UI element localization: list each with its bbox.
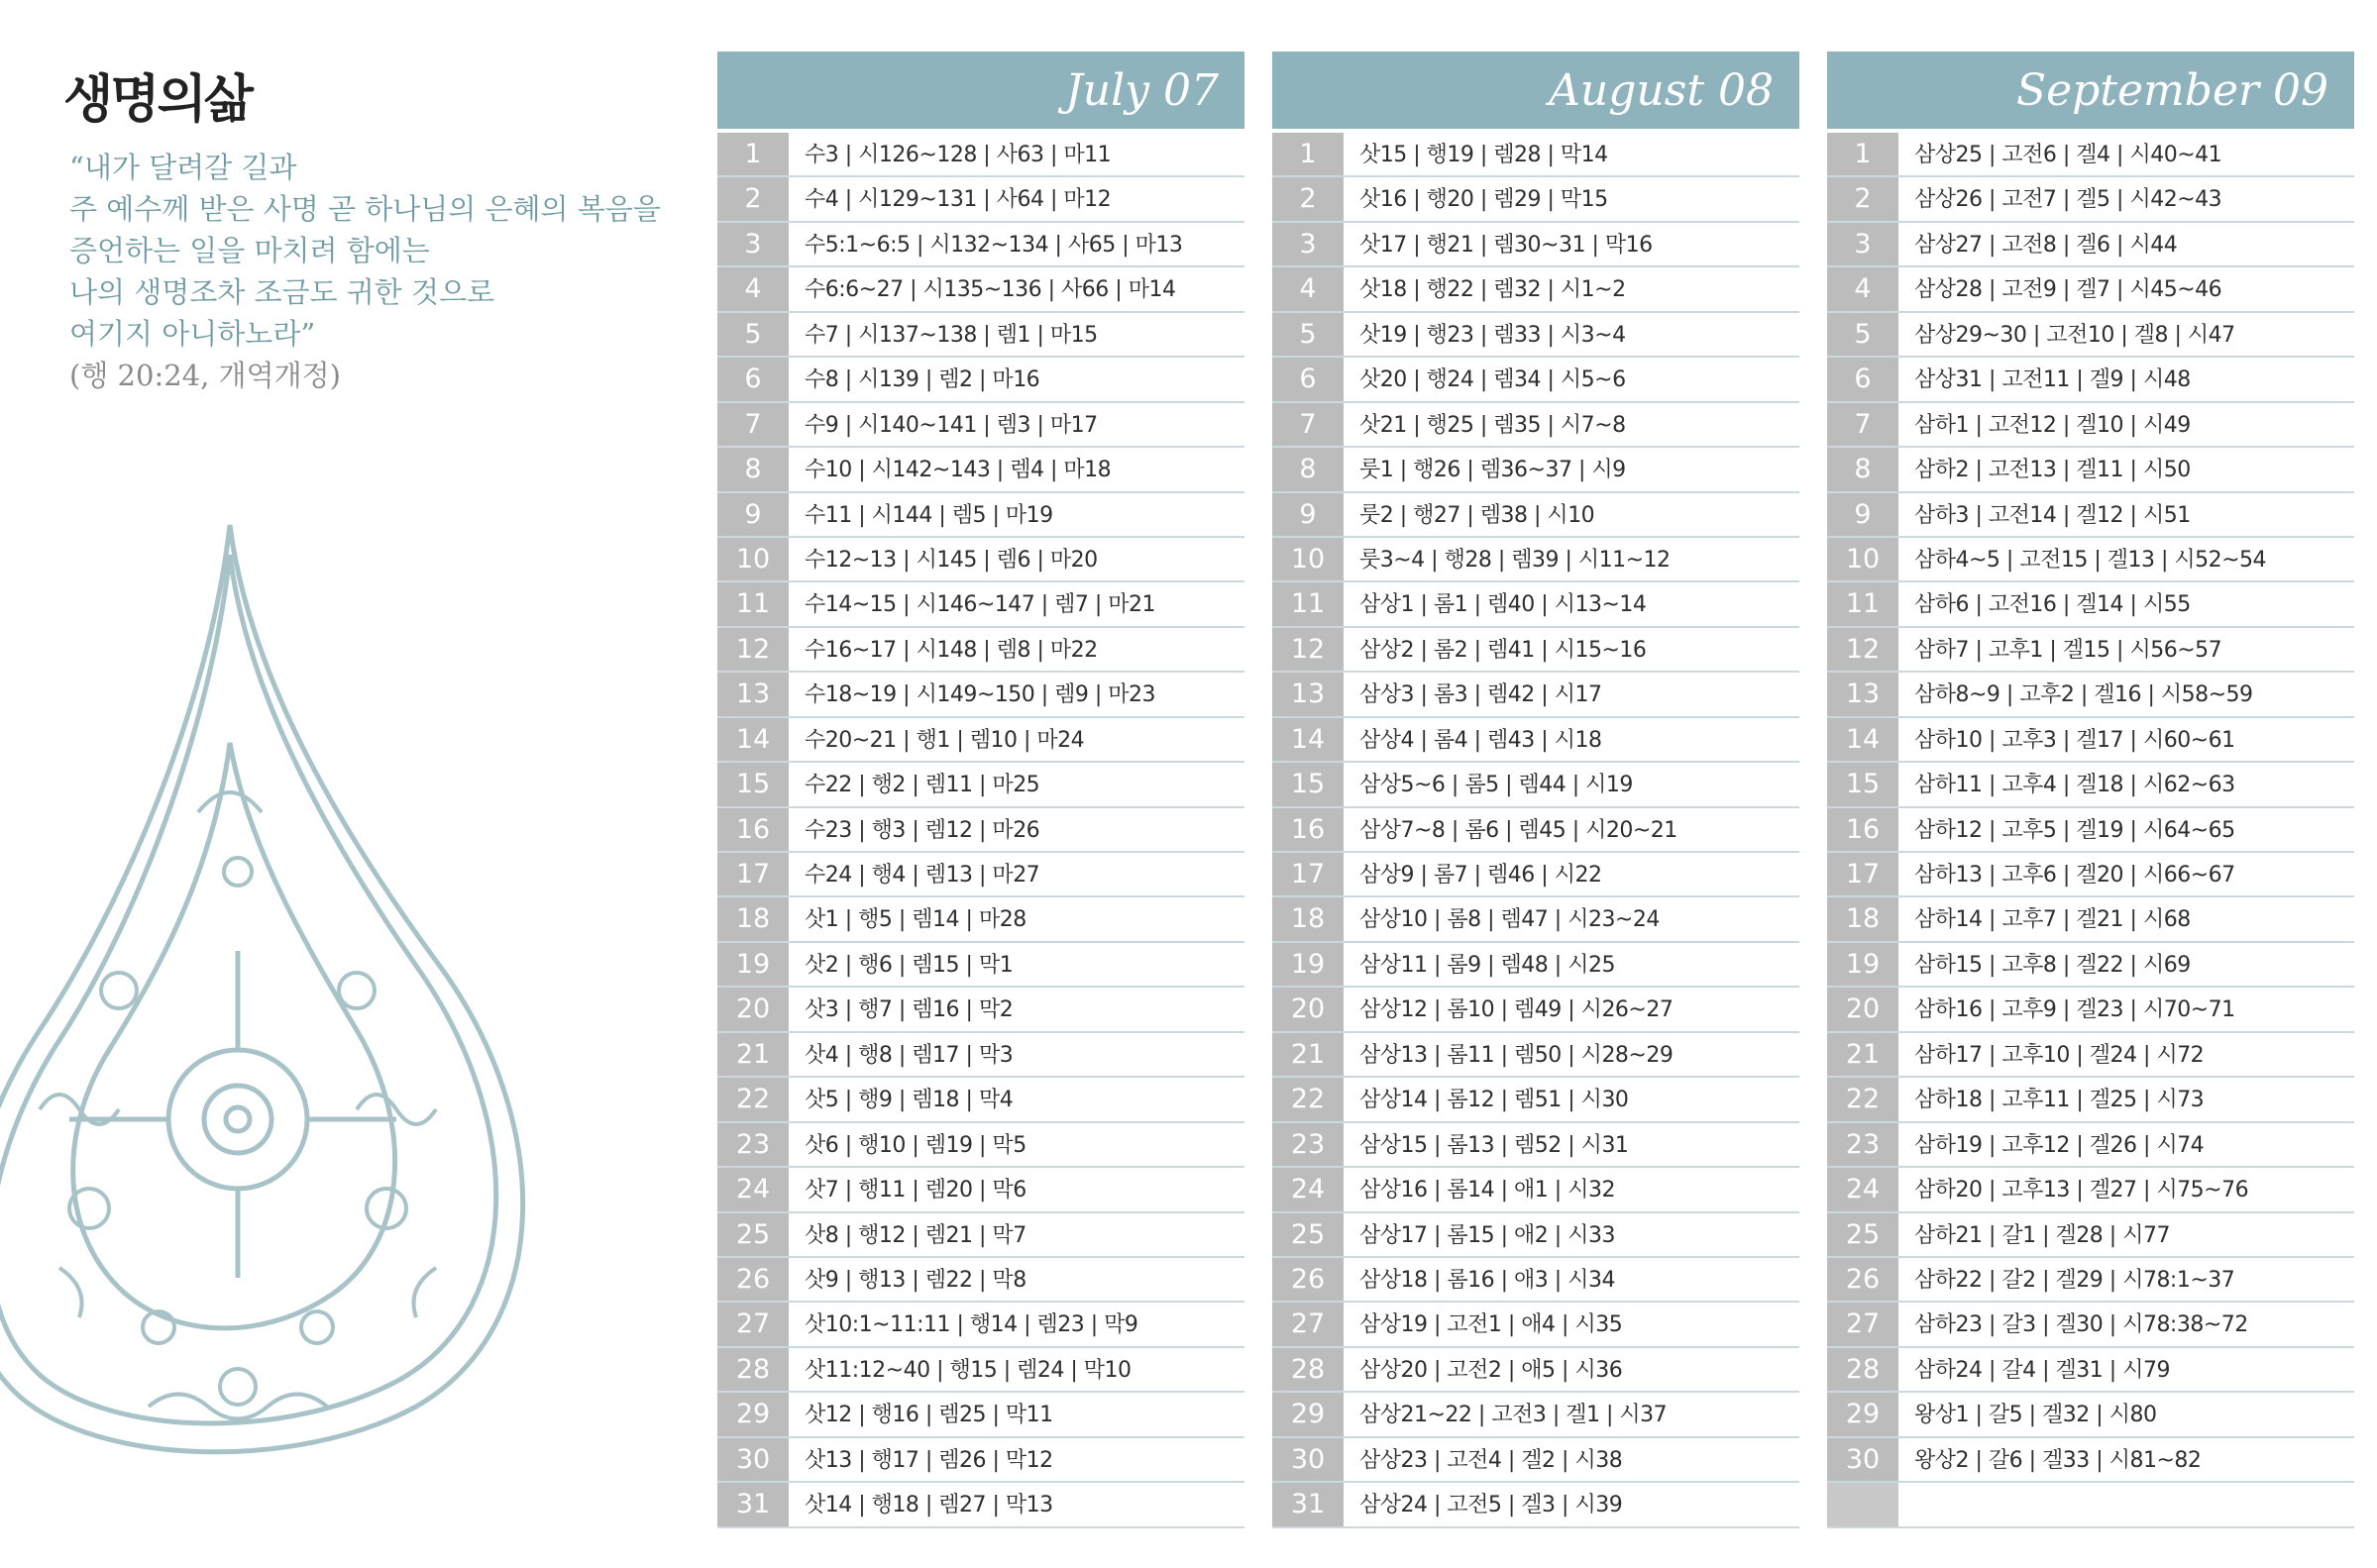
reading-row: [1827, 267, 2354, 312]
day-number: 8: [717, 448, 789, 490]
reading-row: [717, 1483, 1244, 1527]
day-number: 15: [717, 763, 789, 805]
day-number: 5: [1272, 313, 1344, 356]
reading-plan: 삼하14 | 고후7 | 겔21 | 시68: [1914, 907, 2191, 933]
reading-row: [1827, 313, 2354, 358]
brand-logo: 생명의삶: [63, 70, 251, 130]
month-header: July 07: [717, 52, 1244, 129]
reading-plan: 삿10:1~11:11 | 행14 | 렘23 | 막9: [805, 1312, 1138, 1338]
day-number: 8: [1272, 448, 1344, 490]
reading-row: [1827, 808, 2354, 853]
reading-rows: [717, 133, 1244, 1528]
calendar-september: [1827, 52, 2354, 1528]
reading-row: [1272, 493, 1799, 538]
day-number: 4: [717, 267, 789, 310]
reading-plan: 삼하15 | 고후8 | 겔22 | 시69: [1914, 952, 2191, 978]
reading-row: [1827, 448, 2354, 492]
quote-line: 나의 생명조차 조금도 귀한 것으로: [69, 275, 495, 309]
reading-plan: 삼상9 | 롬7 | 렘46 | 시22: [1359, 863, 1602, 888]
reading-plan: 삿17 | 행21 | 렘30~31 | 막16: [1359, 232, 1653, 258]
reading-plan: 수6:6~27 | 시135~136 | 사66 | 마14: [805, 277, 1176, 303]
reading-plan: 수18~19 | 시149~150 | 렘9 | 마23: [805, 682, 1156, 708]
day-number: 10: [717, 538, 789, 580]
day-number: 20: [717, 988, 789, 1030]
day-number: 12: [717, 628, 789, 671]
reading-plan: 삼상23 | 고전4 | 겔2 | 시38: [1359, 1447, 1623, 1473]
day-number: 12: [1272, 628, 1344, 671]
reading-row: [1827, 718, 2354, 763]
reading-plan: 삼하6 | 고전16 | 겔14 | 시55: [1914, 592, 2191, 618]
reading-plan: 삼상1 | 롬1 | 렘40 | 시13~14: [1359, 592, 1647, 618]
reading-row: [1827, 1393, 2354, 1437]
day-number: 19: [717, 943, 789, 986]
day-number: 6: [717, 358, 789, 400]
reading-row: [717, 133, 1244, 177]
reading-plan: 삼상11 | 롬9 | 렘48 | 시25: [1359, 952, 1615, 978]
day-number: 3: [1827, 223, 1898, 265]
day-number: 29: [1827, 1393, 1898, 1435]
reading-plan: 삼하3 | 고전14 | 겔12 | 시51: [1914, 502, 2191, 528]
day-number: 26: [1272, 1258, 1344, 1301]
reading-row: [1827, 403, 2354, 448]
quote-line: 여기지 아니하노라”: [69, 317, 316, 351]
day-number: 23: [717, 1123, 789, 1166]
reading-row: [1272, 1348, 1799, 1393]
day-number: 17: [1272, 853, 1344, 895]
reading-row: [717, 1438, 1244, 1483]
day-number: 31: [717, 1483, 789, 1525]
reading-plan: 룻2 | 행27 | 렘38 | 시10: [1359, 502, 1595, 528]
reading-row: [1827, 223, 2354, 267]
day-number: 13: [1272, 673, 1344, 715]
day-number: 22: [717, 1078, 789, 1120]
reading-row: [1272, 538, 1799, 582]
reading-plan: 삼상5~6 | 롬5 | 렘44 | 시19: [1359, 773, 1633, 798]
reading-row: [1272, 628, 1799, 673]
reading-row: [1272, 1438, 1799, 1483]
reading-plan: 삼하13 | 고후6 | 겔20 | 시66~67: [1914, 863, 2235, 888]
reading-plan: 삿11:12~40 | 행15 | 렘24 | 막10: [805, 1357, 1132, 1383]
reading-row: [717, 267, 1244, 312]
reading-row: [1272, 358, 1799, 402]
reading-row: [1272, 808, 1799, 853]
quote-reference: (행 20:24, 개역개정): [69, 359, 341, 392]
reading-plan: 삼상21~22 | 고전3 | 겔1 | 시37: [1359, 1403, 1668, 1428]
reading-row: [1272, 897, 1799, 942]
reading-row: [1272, 1393, 1799, 1437]
day-number: 20: [1827, 988, 1898, 1030]
reading-plan: 삿18 | 행22 | 렘32 | 시1~2: [1359, 277, 1626, 303]
quote-line: 주 예수께 받은 사명 곧 하나님의 은혜의 복음을: [69, 192, 661, 226]
reading-row: [717, 448, 1244, 492]
day-number: 18: [1272, 897, 1344, 940]
reading-plan: 삼상29~30 | 고전10 | 겔8 | 시47: [1914, 322, 2235, 348]
reading-row: [1827, 1258, 2354, 1303]
reading-plan: 삿19 | 행23 | 렘33 | 시3~4: [1359, 322, 1626, 348]
reading-plan: 삿21 | 행25 | 렘35 | 시7~8: [1359, 412, 1626, 438]
reading-plan: 삼상20 | 고전2 | 애5 | 시36: [1359, 1357, 1623, 1383]
reading-row: [717, 358, 1244, 402]
day-number: 11: [1827, 582, 1898, 625]
reading-plan: 삿9 | 행13 | 렘22 | 막8: [805, 1267, 1026, 1293]
reading-row: [1272, 582, 1799, 627]
reading-row: [1272, 673, 1799, 717]
reading-plan: 삿2 | 행6 | 렘15 | 막1: [805, 952, 1014, 978]
reading-row: [1827, 133, 2354, 177]
day-number: 21: [1272, 1033, 1344, 1076]
day-number: 18: [1827, 897, 1898, 940]
reading-row: [1827, 1348, 2354, 1393]
reading-plan: 삿6 | 행10 | 렘19 | 막5: [805, 1132, 1026, 1158]
reading-plan: 삼하1 | 고전12 | 겔10 | 시49: [1914, 412, 2191, 438]
reading-row: [1272, 943, 1799, 988]
reading-row: [717, 628, 1244, 673]
reading-plan: 수7 | 시137~138 | 렘1 | 마15: [805, 322, 1098, 348]
reading-plan: 삿12 | 행16 | 렘25 | 막11: [805, 1403, 1053, 1428]
reading-row: [1827, 1303, 2354, 1347]
reading-row: [1827, 853, 2354, 897]
day-number: 7: [717, 403, 789, 446]
day-number: 15: [1827, 763, 1898, 805]
reading-row: [1827, 1168, 2354, 1212]
reading-row: [717, 988, 1244, 1032]
reading-plan: 삿13 | 행17 | 렘26 | 막12: [805, 1447, 1053, 1473]
reading-row: [717, 1033, 1244, 1078]
day-number: 20: [1272, 988, 1344, 1030]
reading-rows: [1272, 133, 1799, 1528]
reading-plan: 삼상10 | 롬8 | 렘47 | 시23~24: [1359, 907, 1660, 933]
reading-plan: 삼상24 | 고전5 | 겔3 | 시39: [1359, 1493, 1623, 1518]
day-number: 11: [1272, 582, 1344, 625]
day-number: 24: [717, 1168, 789, 1210]
day-number: 14: [717, 718, 789, 761]
reading-row: [1272, 988, 1799, 1032]
day-number: 7: [1827, 403, 1898, 446]
reading-row: [1272, 1123, 1799, 1168]
reading-plan: 삿1 | 행5 | 렘14 | 마28: [805, 907, 1026, 933]
reading-row: [717, 853, 1244, 897]
day-number: 24: [1827, 1168, 1898, 1210]
reading-plan: 룻1 | 행26 | 렘36~37 | 시9: [1359, 458, 1626, 483]
reading-plan: 삼상2 | 롬2 | 렘41 | 시15~16: [1359, 637, 1647, 663]
day-number: 24: [1272, 1168, 1344, 1210]
reading-row: [1272, 718, 1799, 763]
reading-row: [1272, 313, 1799, 358]
reading-row: [1827, 1213, 2354, 1258]
reading-plan: 수14~15 | 시146~147 | 렘7 | 마21: [805, 592, 1156, 618]
day-number: 31: [1272, 1483, 1344, 1525]
day-number: 9: [1272, 493, 1344, 536]
reading-row: [1272, 1078, 1799, 1122]
reading-row: [1827, 763, 2354, 807]
reading-row: [1827, 943, 2354, 988]
reading-plan: 삼상16 | 롬14 | 애1 | 시32: [1359, 1178, 1615, 1203]
day-number: 11: [717, 582, 789, 625]
day-number: 26: [717, 1258, 789, 1301]
reading-row: [1272, 1213, 1799, 1258]
reading-plan: 삿5 | 행9 | 렘18 | 막4: [805, 1088, 1014, 1113]
day-number: 1: [1827, 133, 1898, 175]
reading-row: [1827, 1483, 2354, 1527]
reading-row: [1827, 897, 2354, 942]
reading-plan: 삼상18 | 롬16 | 애3 | 시34: [1359, 1267, 1615, 1293]
day-number: 16: [1827, 808, 1898, 851]
reading-row: [717, 763, 1244, 807]
calendar-july: [717, 52, 1244, 1528]
reading-plan: 삼하24 | 갈4 | 겔31 | 시79: [1914, 1357, 2170, 1383]
reading-plan: 삼상12 | 롬10 | 렘49 | 시26~27: [1359, 997, 1674, 1023]
day-number: 13: [717, 673, 789, 715]
reading-row: [717, 177, 1244, 222]
reading-row: [717, 1393, 1244, 1437]
reading-plan: 삼하21 | 갈1 | 겔28 | 시77: [1914, 1222, 2170, 1248]
day-number: 30: [717, 1438, 789, 1481]
reading-plan: 삼상4 | 롬4 | 렘43 | 시18: [1359, 727, 1602, 753]
reading-row: [1827, 1123, 2354, 1168]
reading-row: [1827, 1078, 2354, 1122]
reading-plan: 수22 | 행2 | 렘11 | 마25: [805, 773, 1040, 798]
day-number: 25: [1827, 1213, 1898, 1256]
scripture-quote: [69, 147, 684, 396]
day-number: 16: [717, 808, 789, 851]
reading-plan: 수16~17 | 시148 | 렘8 | 마22: [805, 637, 1098, 663]
day-number: 27: [1272, 1303, 1344, 1345]
day-number: 22: [1827, 1078, 1898, 1120]
day-number: 28: [1272, 1348, 1344, 1391]
reading-row: [717, 1213, 1244, 1258]
reading-row: [1827, 358, 2354, 402]
reading-plan: 삿7 | 행11 | 렘20 | 막6: [805, 1178, 1026, 1203]
day-number: 23: [1272, 1123, 1344, 1166]
reading-plan: 삿4 | 행8 | 렘17 | 막3: [805, 1042, 1014, 1068]
reading-plan: 삿14 | 행18 | 렘27 | 막13: [805, 1493, 1053, 1518]
reading-row: [1827, 582, 2354, 627]
reading-plan: 삼상14 | 롬12 | 렘51 | 시30: [1359, 1088, 1629, 1113]
reading-row: [717, 673, 1244, 717]
reading-row: [717, 313, 1244, 358]
reading-row: [1827, 177, 2354, 222]
day-number: 7: [1272, 403, 1344, 446]
day-number: 2: [1272, 177, 1344, 220]
reading-row: [1272, 853, 1799, 897]
reading-plan: 삿8 | 행12 | 렘21 | 막7: [805, 1222, 1026, 1248]
day-number: 12: [1827, 628, 1898, 671]
reading-plan: 수8 | 시139 | 렘2 | 마16: [805, 367, 1040, 393]
reading-plan: 삼하2 | 고전13 | 겔11 | 시50: [1914, 458, 2191, 483]
reading-plan: 삼하12 | 고후5 | 겔19 | 시64~65: [1914, 817, 2235, 843]
reading-plan: 삿15 | 행19 | 렘28 | 막14: [1359, 143, 1608, 167]
reading-plan: 삼상26 | 고전7 | 겔5 | 시42~43: [1914, 187, 2222, 213]
day-number: [1827, 1483, 1898, 1525]
reading-row: [717, 403, 1244, 448]
calendar-august: [1272, 52, 1799, 1528]
reading-row: [1827, 988, 2354, 1032]
reading-plan: 왕상2 | 갈6 | 겔33 | 시81~82: [1914, 1447, 2202, 1473]
reading-row: [1272, 177, 1799, 222]
reading-plan: 수12~13 | 시145 | 렘6 | 마20: [805, 547, 1098, 573]
reading-row: [1272, 448, 1799, 492]
reading-row: [717, 1078, 1244, 1122]
day-number: 13: [1827, 673, 1898, 715]
day-number: 14: [1272, 718, 1344, 761]
day-number: 27: [717, 1303, 789, 1345]
reading-row: [1272, 1483, 1799, 1527]
day-number: 4: [1827, 267, 1898, 310]
day-number: 17: [1827, 853, 1898, 895]
reading-row: [1272, 267, 1799, 312]
day-number: 14: [1827, 718, 1898, 761]
month-header: September 09: [1827, 52, 2354, 129]
day-number: 17: [717, 853, 789, 895]
reading-plan: 삼하8~9 | 고후2 | 겔16 | 시58~59: [1914, 682, 2253, 708]
reading-plan: 삼하18 | 고후11 | 겔25 | 시73: [1914, 1088, 2205, 1113]
water-drop-illustration: [0, 515, 555, 1456]
reading-plan: 삼상27 | 고전8 | 겔6 | 시44: [1914, 232, 2178, 258]
reading-row: [1827, 673, 2354, 717]
reading-row: [717, 808, 1244, 853]
reading-row: [717, 538, 1244, 582]
left-panel: [0, 0, 694, 1568]
day-number: 6: [1272, 358, 1344, 400]
day-number: 10: [1272, 538, 1344, 580]
reading-plan: 삼하23 | 갈3 | 겔30 | 시78:38~72: [1914, 1312, 2248, 1338]
day-number: 23: [1827, 1123, 1898, 1166]
day-number: 5: [717, 313, 789, 356]
day-number: 26: [1827, 1258, 1898, 1301]
day-number: 2: [717, 177, 789, 220]
month-header: August 08: [1272, 52, 1799, 129]
reading-rows: [1827, 133, 2354, 1528]
day-number: 19: [1827, 943, 1898, 986]
reading-plan: 수5:1~6:5 | 시132~134 | 사65 | 마13: [805, 232, 1183, 258]
reading-row: [717, 1303, 1244, 1347]
reading-row: [1827, 1438, 2354, 1483]
reading-row: [1827, 1033, 2354, 1078]
day-number: 30: [1272, 1438, 1344, 1481]
day-number: 27: [1827, 1303, 1898, 1345]
reading-row: [1827, 538, 2354, 582]
reading-row: [1272, 763, 1799, 807]
reading-row: [717, 1348, 1244, 1393]
reading-plan: 수24 | 행4 | 렘13 | 마27: [805, 863, 1040, 888]
reading-row: [1272, 1303, 1799, 1347]
day-number: 6: [1827, 358, 1898, 400]
day-number: 3: [717, 223, 789, 265]
day-number: 15: [1272, 763, 1344, 805]
reading-plan: 삼하4~5 | 고전15 | 겔13 | 시52~54: [1914, 547, 2267, 573]
reading-row: [1272, 1033, 1799, 1078]
day-number: 22: [1272, 1078, 1344, 1120]
reading-plan: 왕상1 | 갈5 | 겔32 | 시80: [1914, 1403, 2157, 1428]
reading-plan: 삼하7 | 고후1 | 겔15 | 시56~57: [1914, 637, 2222, 663]
reading-plan: 삼하10 | 고후3 | 겔17 | 시60~61: [1914, 727, 2235, 753]
reading-plan: 삼상25 | 고전6 | 겔4 | 시40~41: [1914, 143, 2222, 167]
reading-row: [717, 897, 1244, 942]
reading-plan: 삼상17 | 롬15 | 애2 | 시33: [1359, 1222, 1615, 1248]
day-number: 5: [1827, 313, 1898, 356]
reading-plan: 삼하19 | 고후12 | 겔26 | 시74: [1914, 1132, 2205, 1158]
reading-plan: 삼하20 | 고후13 | 겔27 | 시75~76: [1914, 1178, 2249, 1203]
day-number: 10: [1827, 538, 1898, 580]
day-number: 2: [1827, 177, 1898, 220]
reading-row: [1827, 628, 2354, 673]
quote-line: 증언하는 일을 마치려 함에는: [69, 234, 430, 267]
day-number: 28: [717, 1348, 789, 1391]
day-number: 21: [717, 1033, 789, 1076]
reading-plan: 삼상28 | 고전9 | 겔7 | 시45~46: [1914, 277, 2222, 303]
day-number: 28: [1827, 1348, 1898, 1391]
quote-line: “내가 달려갈 길과: [69, 151, 297, 184]
day-number: 1: [1272, 133, 1344, 175]
reading-row: [717, 582, 1244, 627]
reading-plan: 수4 | 시129~131 | 사64 | 마12: [805, 187, 1112, 213]
reading-row: [1272, 133, 1799, 177]
reading-row: [1272, 1258, 1799, 1303]
reading-plan: 삼하16 | 고후9 | 겔23 | 시70~71: [1914, 997, 2235, 1023]
reading-plan: 삼하17 | 고후10 | 겔24 | 시72: [1914, 1042, 2205, 1068]
reading-plan: 삼상3 | 롬3 | 렘42 | 시17: [1359, 682, 1602, 708]
reading-row: [717, 718, 1244, 763]
reading-plan: 삿20 | 행24 | 렘34 | 시5~6: [1359, 367, 1626, 393]
reading-row: [1272, 403, 1799, 448]
day-number: 25: [717, 1213, 789, 1256]
day-number: 29: [717, 1393, 789, 1435]
day-number: 1: [717, 133, 789, 175]
reading-row: [717, 223, 1244, 267]
day-number: 25: [1272, 1213, 1344, 1256]
day-number: 9: [1827, 493, 1898, 536]
reading-row: [717, 1168, 1244, 1212]
reading-row: [717, 493, 1244, 538]
reading-plan: 삼상15 | 롬13 | 렘52 | 시31: [1359, 1132, 1629, 1158]
day-number: 9: [717, 493, 789, 536]
reading-plan: 수10 | 시142~143 | 렘4 | 마18: [805, 458, 1112, 483]
day-number: 16: [1272, 808, 1344, 851]
day-number: 21: [1827, 1033, 1898, 1076]
reading-row: [1272, 223, 1799, 267]
reading-plan: 삼상31 | 고전11 | 겔9 | 시48: [1914, 367, 2191, 393]
reading-plan: 삼상7~8 | 롬6 | 렘45 | 시20~21: [1359, 817, 1677, 843]
day-number: 4: [1272, 267, 1344, 310]
reading-row: [717, 1123, 1244, 1168]
day-number: 19: [1272, 943, 1344, 986]
reading-plan: 수11 | 시144 | 렘5 | 마19: [805, 502, 1053, 528]
reading-plan: 룻3~4 | 행28 | 렘39 | 시11~12: [1359, 547, 1671, 573]
reading-plan: 수20~21 | 행1 | 렘10 | 마24: [805, 727, 1085, 753]
day-number: 30: [1827, 1438, 1898, 1481]
reading-row: [717, 1258, 1244, 1303]
reading-plan: 삿3 | 행7 | 렘16 | 막2: [805, 997, 1014, 1023]
reading-plan: 삼하22 | 갈2 | 겔29 | 시78:1~37: [1914, 1267, 2235, 1293]
reading-row: [717, 943, 1244, 988]
reading-row: [1827, 493, 2354, 538]
reading-plan: 수9 | 시140~141 | 렘3 | 마17: [805, 412, 1098, 438]
day-number: 29: [1272, 1393, 1344, 1435]
day-number: 8: [1827, 448, 1898, 490]
reading-plan: 삼하11 | 고후4 | 겔18 | 시62~63: [1914, 773, 2235, 798]
day-number: 3: [1272, 223, 1344, 265]
reading-plan: 삼상19 | 고전1 | 애4 | 시35: [1359, 1312, 1623, 1338]
reading-plan: 수23 | 행3 | 렘12 | 마26: [805, 817, 1040, 843]
day-number: 18: [717, 897, 789, 940]
reading-plan: 수3 | 시126~128 | 사63 | 마11: [805, 143, 1112, 167]
reading-plan: 삿16 | 행20 | 렘29 | 막15: [1359, 187, 1608, 213]
reading-row: [1272, 1168, 1799, 1212]
reading-plan: 삼상13 | 롬11 | 렘50 | 시28~29: [1359, 1042, 1674, 1068]
